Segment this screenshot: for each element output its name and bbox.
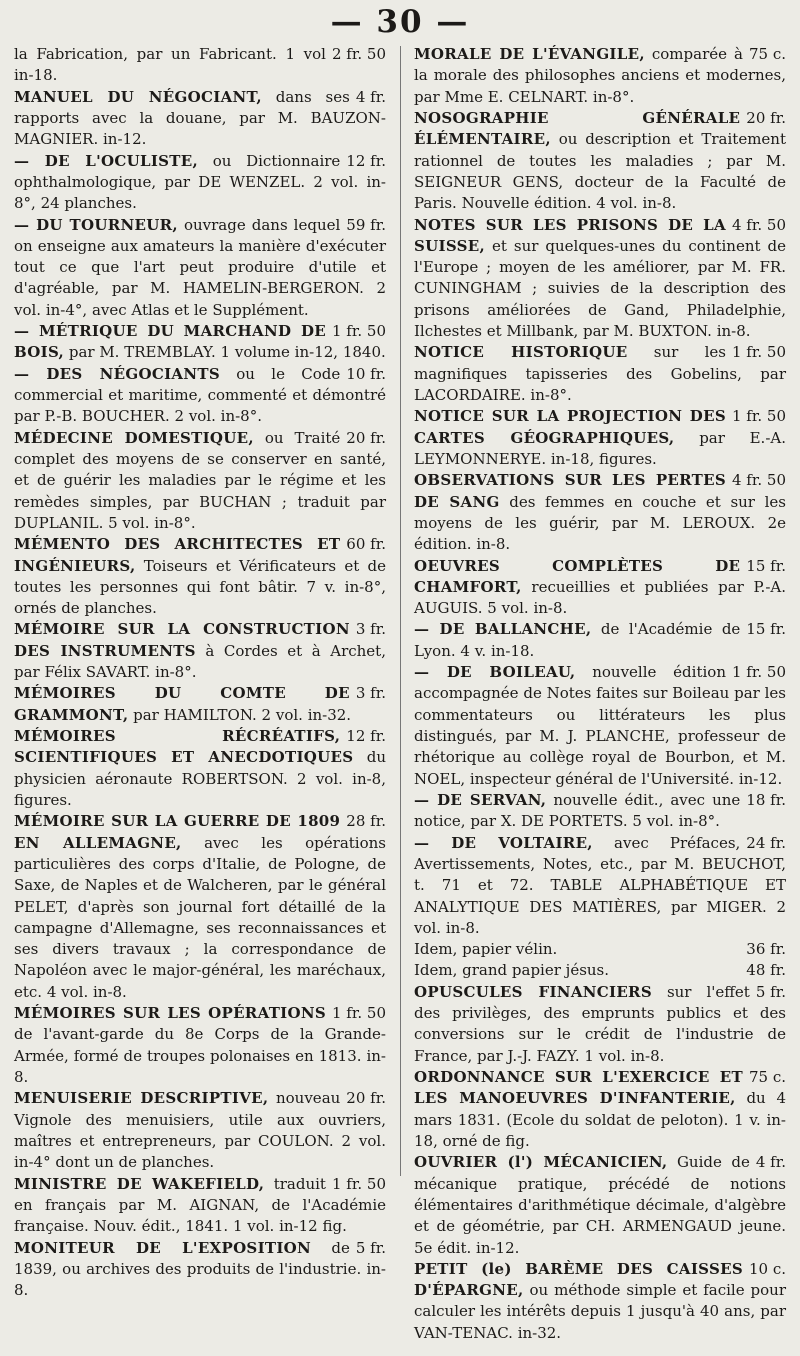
catalog-entry [414,982,786,1067]
left-column [14,44,386,1301]
entry-price: 5 fr. [755,982,786,1001]
entry-description: ou méthode simple et facile pour calculer les intérêts depuis 1 jusqu'à 40 ans, par VAN-TENAC. in-32. [414,1281,786,1342]
column-divider [400,46,401,1176]
entry-price: 28 fr. [346,812,386,831]
entry-price: 75 c. [748,1068,786,1086]
entry-price: 20 fr. [346,428,386,447]
entry-description: de l'avant-garde du 8e Corps de la Grande-Armée, formé de troupes polonaises en 1813. in-8. [14,1025,386,1086]
entry-title: MÉMOIRE SUR LA GUERRE DE 1809 EN ALLEMAGNE, [14,812,341,852]
catalog-entry [14,364,386,428]
entry-title: MONITEUR DE L'EXPOSITION [14,1238,312,1257]
catalog-entry [414,342,786,406]
entry-description: des femmes en couche et sur les moyens de les guérir, par M. LEROUX. 2e édition. in-8. [414,492,786,554]
catalog-entry [14,811,386,1003]
entry-title: MÉMENTO DES ARCHITECTES ET INGÉNIEURS, [14,535,341,575]
entry-description: de l'Académie de Lyon. 4 v. in-18. [414,620,741,660]
entry-price: 24 fr. [746,833,786,852]
entry-price: 4 fr. 50 [731,215,786,234]
entry-price: 4 fr. [355,87,386,106]
entry-description: Idem, grand papier jésus. [414,961,610,980]
entry-title: NOTICE SUR LA PROJECTION DES CARTES GÉOGRAPHIQUES, [414,407,726,447]
entry-title: — DE L'OCULISTE, [14,151,198,170]
entry-price: 1 fr. 50 [331,1004,386,1023]
entry-description: à Cordes et à Archet, par Félix SAVART. in-8°. [14,641,386,682]
catalog-entry [14,726,386,811]
entry-title: MÉMOIRES DU COMTE DE GRAMMONT, [14,684,350,724]
catalog-entry [414,960,786,981]
entry-price: 48 fr. [746,961,786,980]
entry-description: par HAMILTON. 2 vol. in-32. [133,705,352,724]
entry-title: — DU TOURNEUR, [14,215,178,234]
catalog-entry [14,428,386,535]
entry-price: 1 fr. 50 [331,1174,386,1193]
entry-price: 75 c. [748,45,786,63]
entry-title: MINISTRE DE WAKEFIELD, [14,1174,265,1193]
catalog-entry [14,1174,386,1238]
entry-price: 2 fr. 50 [331,45,386,63]
catalog-entry [14,215,386,322]
entry-price: 12 fr. [346,151,386,170]
entry-price: 1 fr. 50 [731,407,786,426]
entry-title: — MÉTRIQUE DU MARCHAND DE BOIS, [14,322,326,362]
entry-description: du 4 mars 1831. (Ecole du soldat de peloton). 1 v. in-18, orné de fig. [414,1089,786,1150]
catalog-entry [414,556,786,620]
catalog-entry [414,833,786,940]
catalog-entry [14,683,386,726]
entry-description: la Fabrication, par un Fabricant. 1 vol in-18. [14,45,326,85]
entry-title: OPUSCULES FINANCIERS [414,982,652,1001]
entry-title: MÉMOIRES SUR LES OPÉRATIONS [14,1004,326,1023]
entry-title: MORALE DE L'ÉVANGILE, [414,45,645,63]
entry-title: ORDONNANCE SUR L'EXERCICE ET LES MANOEUVRES D'INFANTERIE, [414,1068,743,1108]
catalog-entry [14,321,386,364]
catalog-entry [14,619,386,683]
catalog-entry [414,662,786,790]
entry-description: nouveau Vignole des menuisiers, utile aux ouvriers, maîtres et entrepreneurs, par COULON. 2 vol. in-4° dont un de planches. [14,1089,386,1172]
entry-title: — DE BOILEAU, [414,663,576,682]
entry-price: 3 fr. [355,684,386,703]
entry-title: OBSERVATIONS SUR LES PERTES DE SANG [414,471,726,511]
entry-price: 10 c. [748,1259,786,1278]
entry-description: comparée à la morale des philosophes anciens et modernes, par Mme E. CELNART. in-8°. [414,45,786,106]
catalog-entry [414,1067,786,1152]
entry-title: NOTES SUR LES PRISONS DE LA SUISSE, [414,215,726,255]
entry-price: 4 fr. [755,1153,786,1172]
catalog-entry [414,1259,786,1344]
entry-title: MÉDECINE DOMESTIQUE, [14,428,254,447]
entry-description: avec les opérations particulières des corps d'Italie, de Pologne, de Saxe, de Naples et de Walcheren, par le général PELET, d'après son journal fort détaillé de la campagne d'Allemagne, ses reconnaissances et ses divers travaux ; la correspondance de Napoléon avec le major-général, les maréchaux, etc. 4 vol. in-8. [14,833,386,1001]
entry-description: Guide de mécanique pratique, précédé de notions élémentaires d'arithmétique décimale, d'algèbre et de géométrie, par CH. ARMENGAUD jeune. 5e édit. in-12. [414,1153,786,1257]
entry-description: par E.-A. LEYMONNERYE. in-18, figures. [414,428,786,468]
entry-description: traduit en français par M. AIGNAN, de l'Académie française. Nouv. édit., 1841. 1 vol. in-12 fig. [14,1174,386,1236]
catalog-entry [14,87,386,151]
entry-title: NOTICE HISTORIQUE [414,343,628,362]
entry-description: ou le Code commercial et maritime, commenté et démontré par P.-B. BOUCHER. 2 vol. in-8°. [14,364,386,426]
entry-description: recueillies et publiées par P.-A. AUGUIS. 5 vol. in-8. [414,577,786,618]
right-column [414,44,786,1344]
entry-title: — DE VOLTAIRE, [414,833,593,852]
entry-price: 5 fr. [355,1238,386,1257]
entry-description: ou Dictionnaire ophthalmologique, par DE WENZEL. 2 vol. in-8°, 24 planches. [14,151,386,213]
entry-price: 18 fr. [746,790,786,809]
catalog-entry [14,1238,386,1302]
entry-price: 12 fr. [346,727,386,745]
entry-description: par M. TREMBLAY. 1 volume in-12, 1840. [68,343,386,362]
catalog-entry [14,44,386,87]
catalog-entry [414,790,786,833]
entry-title: — DE BALLANCHE, [414,620,592,639]
entry-description: de 1839, ou archives des produits de l'industrie. in-8. [14,1238,386,1300]
entry-description: dans ses rapports avec la douane, par M. BAUZON-MAGNIER. in-12. [14,87,386,149]
entry-title: OUVRIER (l') MÉCANICIEN, [414,1153,668,1172]
catalog-entry [14,1003,386,1088]
catalog-entry [414,215,786,343]
entry-description: ou description et Traitement rationnel de toutes les maladies ; par M. SEIGNEUR GENS, docteur de la Faculté de Paris. Nouvelle édition. 4 vol. in-8. [414,130,786,213]
entry-title: MÉMOIRES RÉCRÉATIFS, SCIENTIFIQUES ET ANECDOTIQUES [14,727,354,767]
entry-description: ou Traité complet des moyens de se conserver en santé, et de guérir les maladies par le régime et les remèdes simples, par BUCHAN ; traduit par DUPLANIL. 5 vol. in-8°. [14,428,386,532]
entry-title: MENUISERIE DESCRIPTIVE, [14,1089,269,1108]
entry-description: avec Préfaces, Avertissements, Notes, etc., par M. BEUCHOT, t. 71 et 72. TABLE ALPHABÉTIQUE ET ANALYTIQUE DES MATIÈRES, par MIGER. 2 vol. in-8. [414,833,786,937]
entry-title: — DES NÉGOCIANTS [14,364,220,383]
entry-description: sur l'effet des privilèges, des emprunts publics et des conversions sur le crédit de l'industrie de France, par J.-J. FAZY. 1 vol. in-8. [414,982,786,1065]
entry-description: nouvelle édit., avec une notice, par X. DE PORTETS. 5 vol. in-8°. [414,790,741,831]
entry-description: Idem, papier vélin. [414,940,558,959]
catalog-entry [14,534,386,619]
entry-price: 59 fr. [346,215,386,234]
entry-price: 1 fr. 50 [331,322,386,341]
entry-price: 1 fr. 50 [731,343,786,362]
entry-price: 36 fr. [746,940,786,959]
entry-description: sur les magnifiques tapisseries des Gobelins, par LACORDAIRE. in-8°. [414,343,786,404]
entry-description: et sur quelques-unes du continent de l'Europe ; moyen de les améliorer, par M. FR. CUNINGHAM ; suivies de la description des prisons améliorées de Gand, Philadelphie, Ilchestes et Millbank, par M. BUXTON. in-8. [414,236,786,341]
entry-description: ouvrage dans lequel on enseigne aux amateurs la manière d'exécuter tout ce que l'art peut produire d'utile et d'agréable, par M. HAMELIN-BERGERON. 2 vol. in-4°, avec Atlas et le Supplément. [14,215,386,319]
catalog-entry [14,151,386,215]
entry-title: OEUVRES COMPLÈTES DE CHAMFORT, [414,556,741,596]
entry-title: — DE SERVAN, [414,790,547,809]
entry-title: MANUEL DU NÉGOCIANT, [14,87,262,106]
catalog-entry [414,1152,786,1259]
entry-price: 15 fr. [746,556,786,575]
page-number: — 30 — [330,4,470,40]
entry-title: PETIT (le) BARÈME DES CAISSES D'ÉPARGNE, [414,1259,743,1300]
entry-price: 1 fr. 50 [731,663,786,682]
catalog-entry [14,1088,386,1173]
entry-price: 3 fr. [355,620,386,639]
catalog-entry [414,619,786,662]
entry-price: 10 fr. [346,364,386,383]
catalog-entry [414,44,786,108]
catalog-entry [414,939,786,960]
entry-title: NOSOGRAPHIE GÉNÉRALE ÉLÉMENTAIRE, [414,108,741,149]
entry-description: du physicien aéronaute ROBERTSON. 2 vol. in-8, figures. [14,748,386,809]
catalog-entry [414,470,786,555]
entry-price: 20 fr. [746,108,786,127]
entry-description: nouvelle édition accompagnée de Notes faites sur Boileau par les commentateurs ou littérateurs les plus distingués, par M. J. PLANCHE, professeur de rhétorique au collège royal de Bourbon, et M. NOEL, inspecteur général de l'Université. in-12. [414,663,786,788]
entry-description: Toiseurs et Vérificateurs et de toutes les personnes qui font bâtir. 7 v. in-8°, ornés de planches. [14,556,386,618]
entry-title: MÉMOIRE SUR LA CONSTRUCTION DES INSTRUMENTS [14,620,350,660]
catalog-entry [414,108,786,215]
entry-price: 60 fr. [346,535,386,554]
entry-price: 20 fr. [346,1089,386,1108]
entry-price: 4 fr. 50 [731,471,786,490]
entry-price: 15 fr. [746,620,786,639]
catalog-entry [414,406,786,470]
